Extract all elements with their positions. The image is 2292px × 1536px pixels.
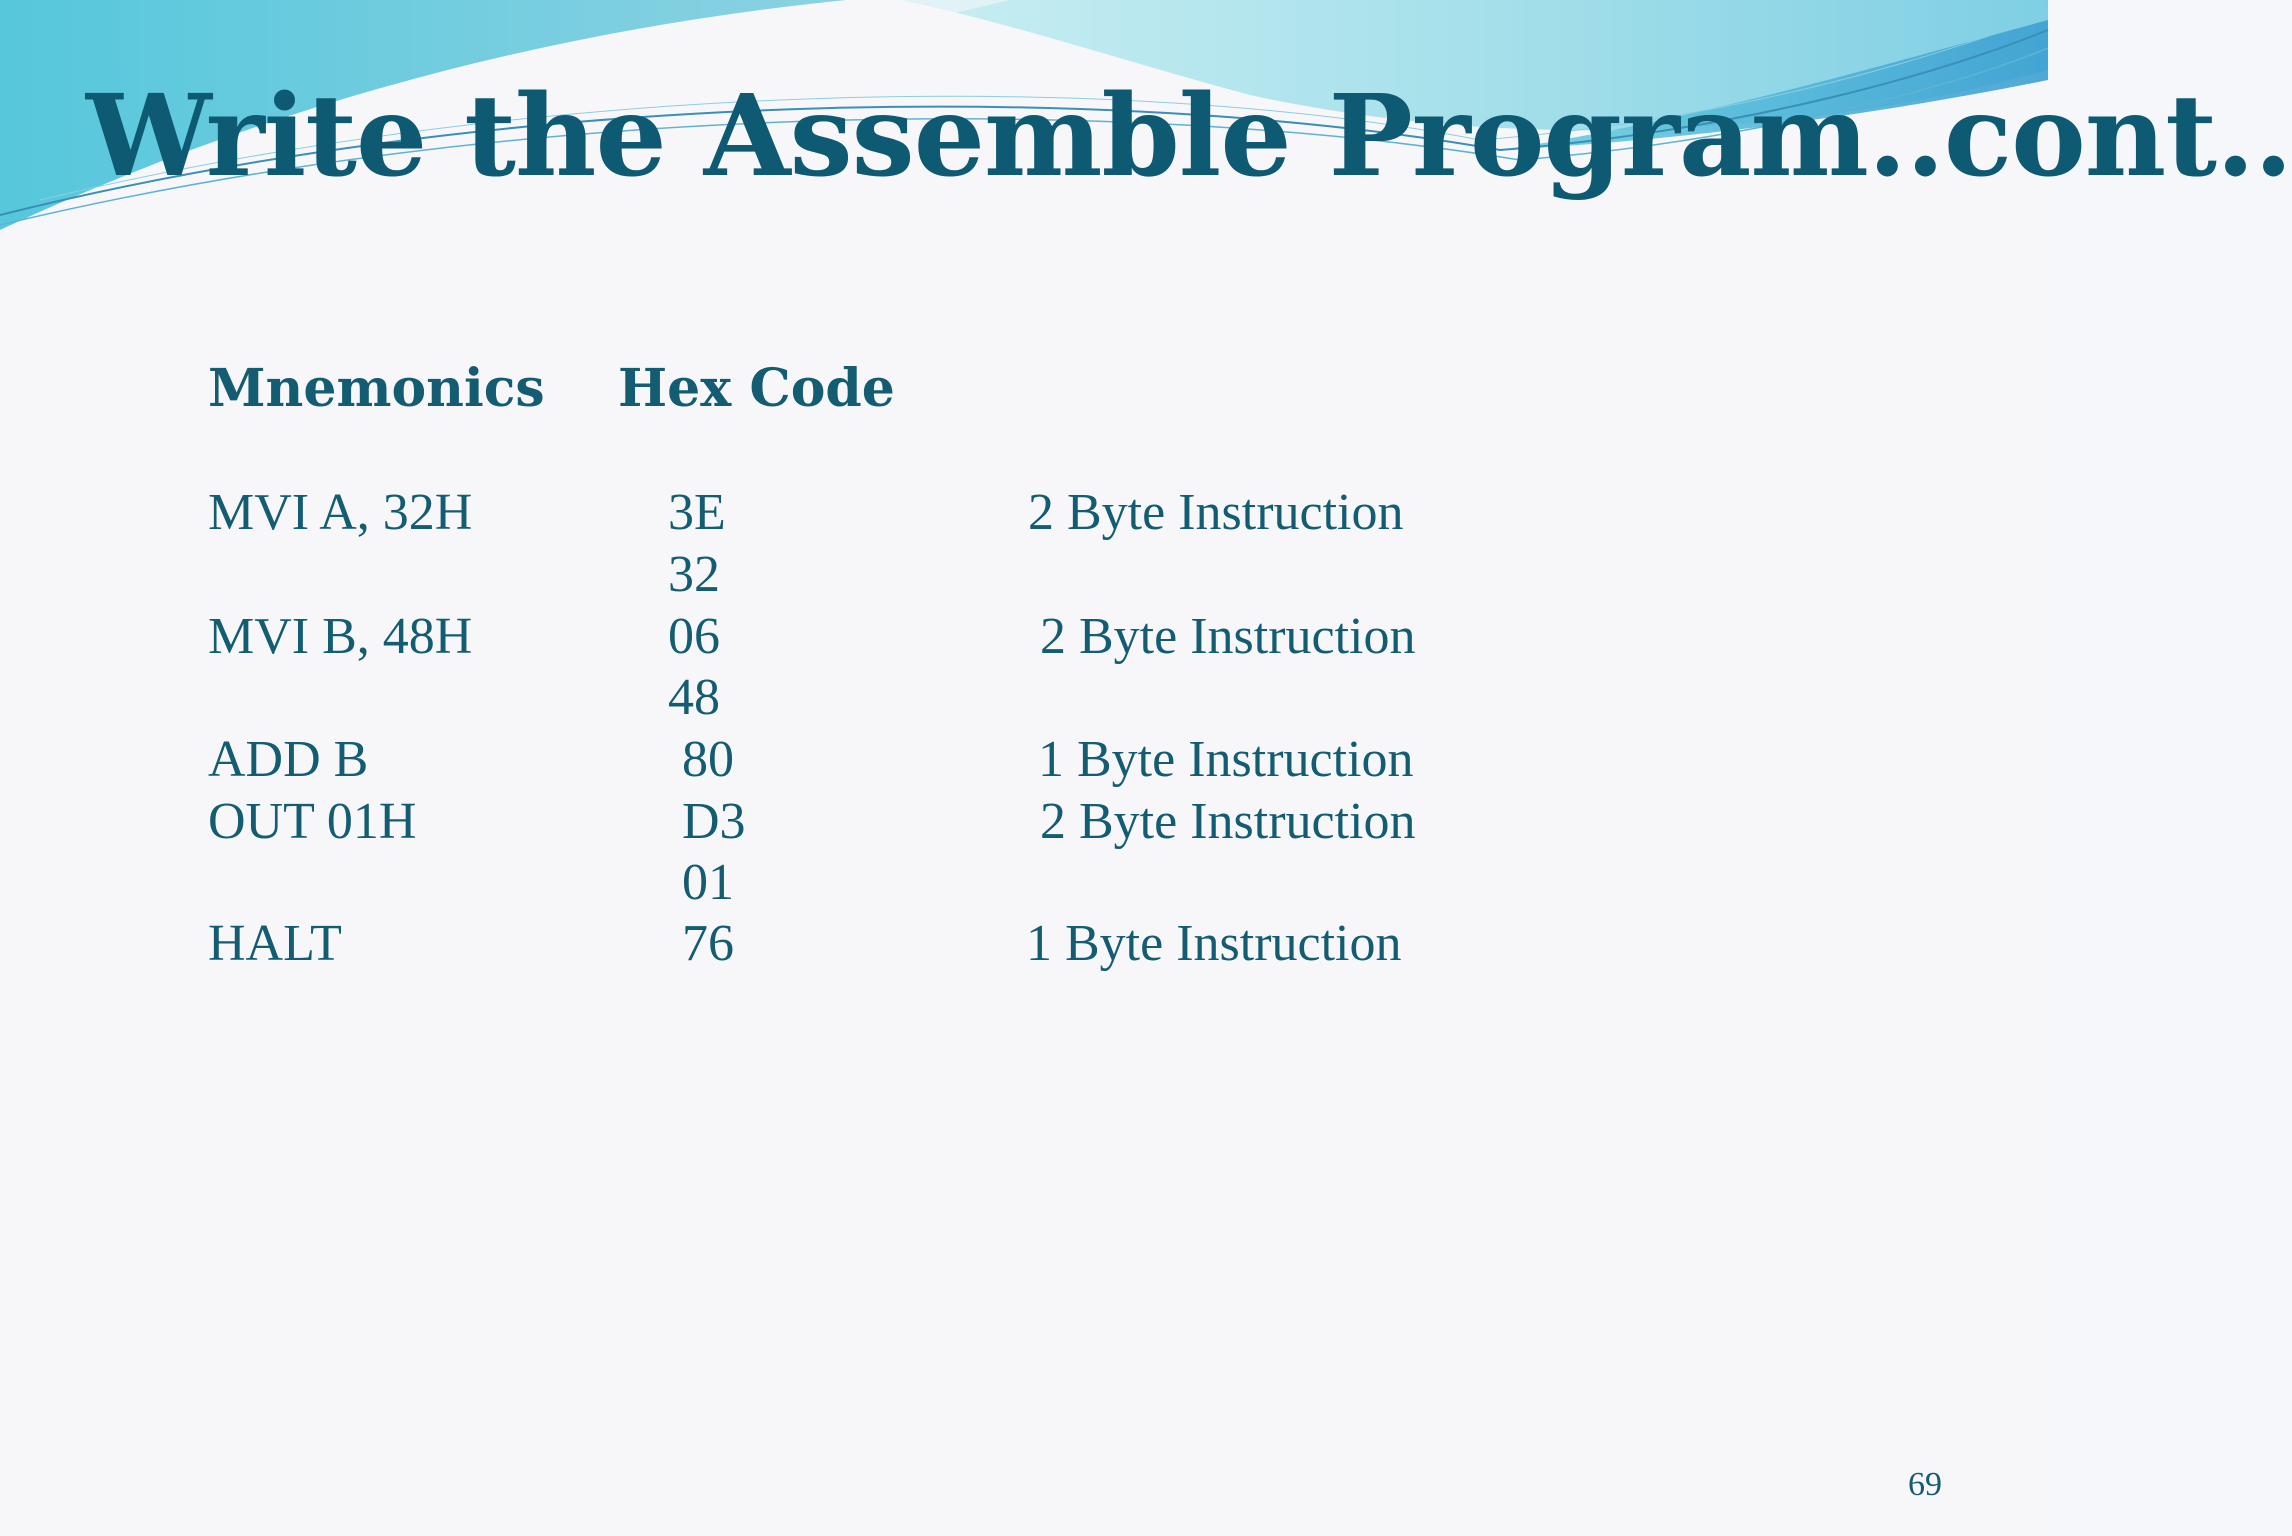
instruction-size-note: 2 Byte Instruction: [1040, 793, 1416, 850]
mnemonic-cell: MVI B, 48H: [208, 608, 473, 665]
mnemonic-cell: HALT: [208, 915, 342, 972]
hex-code-cell: 48: [668, 669, 720, 726]
hex-code-cell: 32: [668, 546, 720, 603]
slide-title: Write the Assemble Program..cont..: [86, 71, 2292, 202]
hex-code-cell: 06: [668, 608, 720, 665]
hex-code-cell: D3: [682, 793, 746, 850]
mnemonic-cell: MVI A, 32H: [208, 484, 473, 541]
mnemonic-cell: OUT 01H: [208, 793, 417, 850]
page-number: 69: [1908, 1466, 1942, 1503]
instruction-size-note: 2 Byte Instruction: [1040, 608, 1416, 665]
instruction-size-note: 2 Byte Instruction: [1028, 484, 1404, 541]
header-mnemonics: Mnemonics: [208, 358, 545, 419]
hex-code-cell: 01: [682, 854, 734, 911]
header-hex-code: Hex Code: [618, 358, 895, 419]
hex-code-cell: 3E: [668, 484, 726, 541]
hex-code-cell: 76: [682, 915, 734, 972]
instruction-size-note: 1 Byte Instruction: [1026, 915, 1402, 972]
mnemonic-cell: ADD B: [208, 731, 369, 788]
hex-code-cell: 80: [682, 731, 734, 788]
instruction-size-note: 1 Byte Instruction: [1038, 731, 1414, 788]
